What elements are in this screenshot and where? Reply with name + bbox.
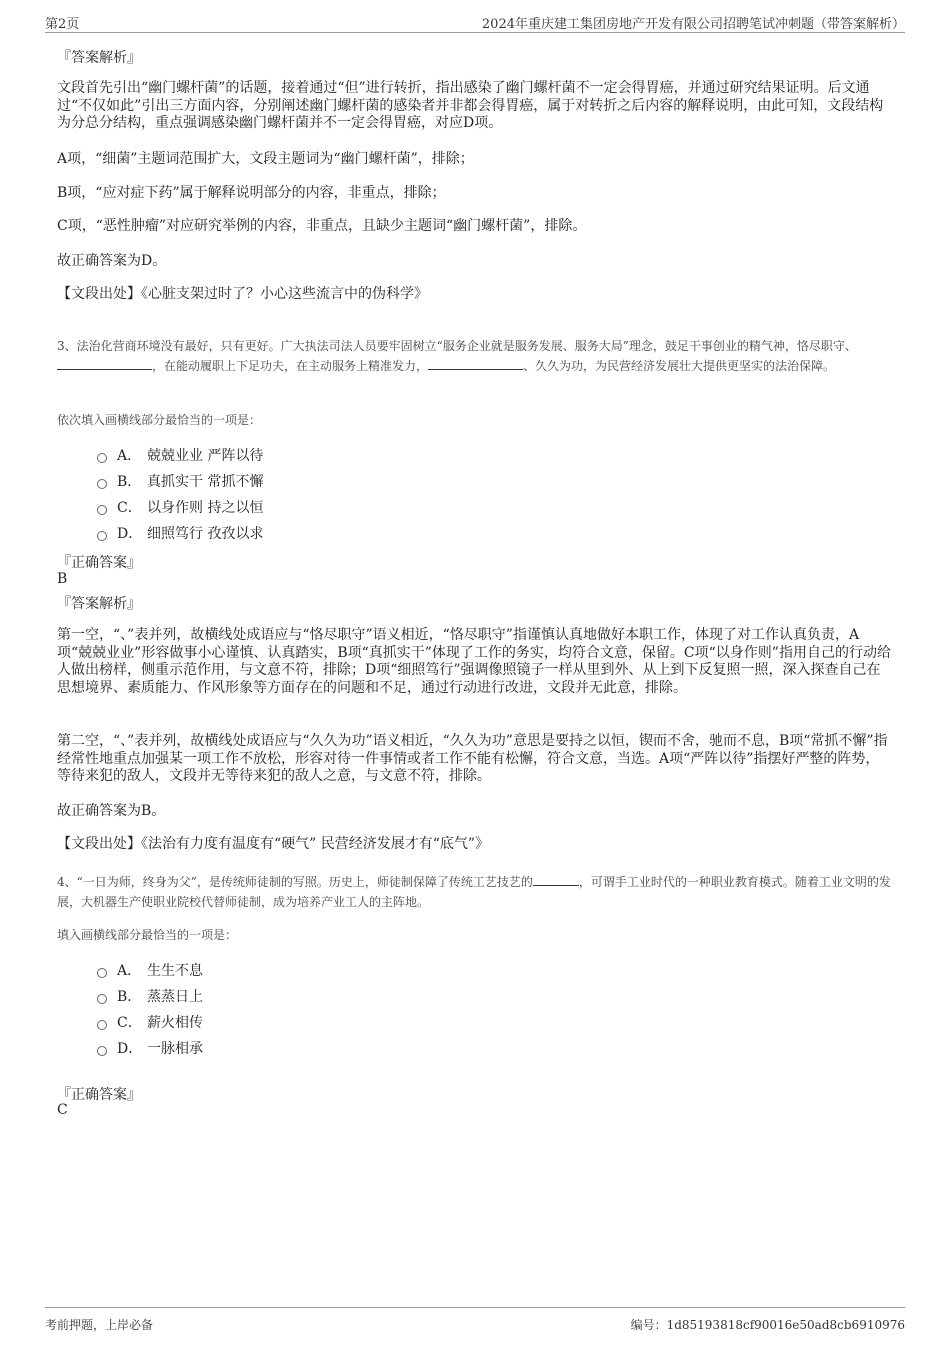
footer-slogan: 考前押题，上岸必备 — [45, 1318, 154, 1332]
fill-blank — [428, 357, 523, 370]
option-a[interactable] — [97, 442, 497, 468]
option-list — [97, 442, 497, 546]
option-text: 细照笃行 孜孜以求 — [147, 526, 264, 542]
option-d[interactable] — [97, 520, 497, 546]
option-a[interactable] — [97, 957, 497, 983]
option-text: 一脉相承 — [147, 1041, 203, 1057]
analysis-paragraph: 第一空，“、”表并列，故横线处成语应与“恪尽职守”语义相近，“恪尽职守”指谨慎认真地做好本职工作，体现了对工作认真负责，A项“兢兢业业”形容做事小心谨慎、认真踏实，B项“真抓实干”体现了工作的务实，均符合文意，保留。C项“以身作则”指用自己的行动给人做出榜样，侧重示范作用，与文意不符，排除；D项“细照笃行”强调像照镜子一样从里到外、从上到下反复照一照，深入探查自己在思想境界、素质能力、作风形象等方面存在的问题和不足，通过行动进行改进，文段并无此意，排除。 — [57, 627, 891, 696]
option-letter: C． — [117, 1015, 142, 1031]
analysis-paragraph: 文段首先引出“幽门螺杆菌”的话题，接着通过“但”进行转折，指出感染了幽门螺杆菌不一定会得胃癌，并通过研究结果证明。后文通过“不仅如此”引出三方面内容，分别阐述幽门螺杆菌的感染者并非都会得胃癌，属于对转折之后内容的解释说明，由此可知，文段结构为分总分结构，重点强调感染幽门螺杆菌并不一定会得胃癌，对应D项。 — [57, 80, 884, 131]
option-text: 薪火相传 — [147, 1015, 203, 1031]
passage-source: 【文段出处】《心脏支架过时了？小心这些流言中的伪科学》 — [57, 286, 428, 302]
option-b[interactable] — [97, 983, 497, 1009]
option-c[interactable] — [97, 494, 497, 520]
question-prompt: 依次填入画横线部分最恰当的一项是： — [57, 413, 262, 427]
radio-icon[interactable] — [97, 453, 107, 463]
answer-tag: 『正确答案』 — [57, 1087, 141, 1103]
page-footer — [45, 1307, 905, 1338]
option-text: 以身作则 持之以恒 — [147, 500, 264, 516]
stem-text: ，可谓手工业时代的一种职业教育模式。随着工业文明的发展，大机器生产使职业院校代替师徒制，成为培养产业工人的主阵地。 — [57, 875, 891, 909]
analysis-option-a: A项，“细菌”主题词范围扩大，文段主题词为“幽门螺杆菌”，排除； — [57, 151, 474, 167]
option-c[interactable] — [97, 1009, 497, 1035]
stem-text: 、久久为功，为民营经济发展壮大提供更坚实的法治保障。 — [523, 359, 836, 373]
radio-icon[interactable] — [97, 994, 107, 1004]
option-letter: C． — [117, 500, 142, 516]
option-letter: A． — [117, 448, 142, 464]
option-letter: B． — [117, 474, 142, 490]
fill-blank — [57, 357, 152, 370]
radio-icon[interactable] — [97, 968, 107, 978]
option-text: 生生不息 — [147, 963, 203, 979]
answer-value: C — [57, 1102, 68, 1118]
radio-icon[interactable] — [97, 1046, 107, 1056]
answer-tag: 『正确答案』 — [57, 555, 141, 571]
stem-text: 4、“一日为师，终身为父”，是传统师徒制的写照。历史上，师徒制保障了传统工艺技艺的 — [57, 875, 533, 889]
option-letter: D． — [117, 526, 143, 542]
stem-text: ，在能动履职上下足功夫，在主动服务上精准发力， — [152, 359, 429, 373]
option-letter: A． — [117, 963, 142, 979]
radio-icon[interactable] — [97, 505, 107, 515]
option-b[interactable] — [97, 468, 497, 494]
question-stem — [57, 336, 893, 376]
stem-text: 3、法治化营商环境没有最好，只有更好。广大执法司法人员要牢固树立“服务企业就是服务发展、服务大局”理念，鼓足干事创业的精气神，恪尽职守、 — [57, 339, 857, 353]
radio-icon[interactable] — [97, 531, 107, 541]
option-letter: D． — [117, 1041, 143, 1057]
fill-blank — [533, 873, 579, 886]
option-letter: B． — [117, 989, 142, 1005]
analysis-tag: 『答案解析』 — [57, 50, 141, 66]
question-stem — [57, 872, 893, 912]
radio-icon[interactable] — [97, 1020, 107, 1030]
answer-value: B — [57, 571, 68, 587]
passage-source: 【文段出处】《法治有力度有温度有“硬气” 民营经济发展才有“底气”》 — [57, 836, 490, 852]
question-prompt: 填入画横线部分最恰当的一项是： — [57, 928, 238, 942]
option-text: 兢兢业业 严阵以待 — [147, 448, 264, 464]
analysis-paragraph: 第二空，“、”表并列，故横线处成语应与“久久为功”语义相近，“久久为功”意思是要持之以恒，锲而不舍，驰而不息，B项“常抓不懈”指经常性地重点加强某一项工作不放松，形容对待一件事情或者工作不能有松懈，符合文意，当选。A项“严阵以待”指摆好严整的阵势，等待来犯的敌人，文段并无等待来犯的敌人之意，与文意不符，排除。 — [57, 733, 888, 784]
analysis-tag: 『答案解析』 — [57, 596, 141, 612]
page-header — [45, 10, 905, 33]
document-id: 编号：1d85193818cf90016e50ad8cb6910976 — [630, 1318, 905, 1332]
analysis-option-b: B项，“应对症下药”属于解释说明部分的内容，非重点，排除； — [57, 185, 446, 201]
analysis-option-c: C项，“恶性肿瘤”对应研究举例的内容，非重点，且缺少主题词“幽门螺杆菌”，排除。 — [57, 218, 587, 234]
option-text: 真抓实干 常抓不懈 — [147, 474, 264, 490]
option-d[interactable] — [97, 1035, 497, 1061]
analysis-conclusion: 故正确答案为D。 — [57, 253, 167, 269]
analysis-conclusion: 故正确答案为B。 — [57, 803, 166, 819]
option-list — [97, 957, 497, 1061]
option-text: 蒸蒸日上 — [147, 989, 203, 1005]
document-title: 2024年重庆建工集团房地产开发有限公司招聘笔试冲刺题（带答案解析） — [481, 17, 905, 32]
page-number: 第2页 — [45, 17, 80, 32]
radio-icon[interactable] — [97, 479, 107, 489]
